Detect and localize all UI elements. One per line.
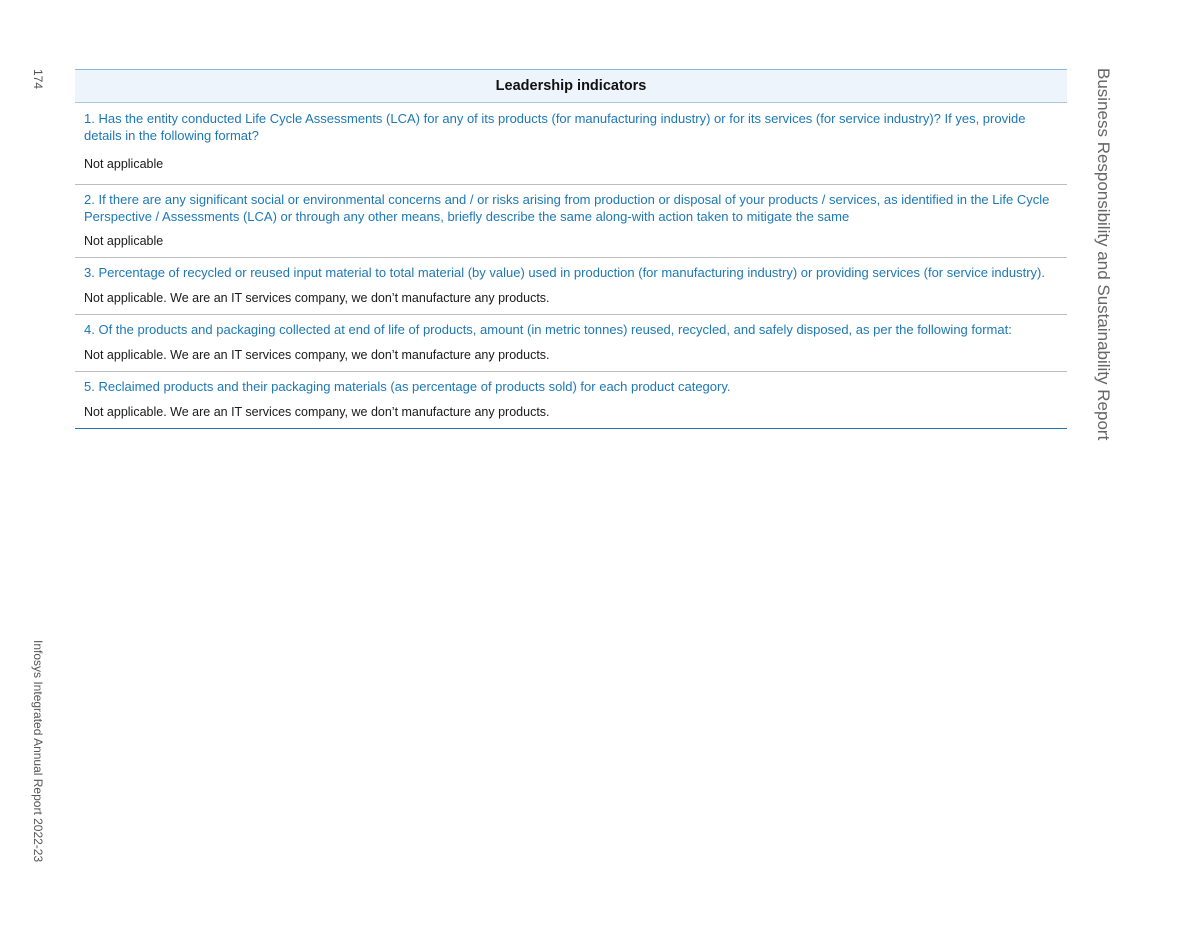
leadership-indicators-table (75, 69, 1067, 429)
indicator-answer: Not applicable (84, 157, 164, 171)
section-title: Business Responsibility and Sustainability Report (1094, 68, 1113, 441)
indicator-item (75, 258, 1067, 315)
indicator-item (75, 372, 1067, 428)
page-number: 174 (31, 69, 45, 90)
indicator-item (75, 103, 1067, 185)
indicator-answer: Not applicable. We are an IT services company, we don’t manufacture any products. (84, 290, 550, 305)
indicator-answer: Not applicable. We are an IT services company, we don’t manufacture any products. (84, 404, 550, 419)
indicator-question: 5. Reclaimed products and their packaging materials (as percentage of products sold) for each product category. (84, 379, 731, 394)
report-title: Infosys Integrated Annual Report 2022-23 (31, 640, 45, 863)
indicator-question: 3. Percentage of recycled or reused input material to total material (by value) used in production (for manufacturing industry) or providing services (for service industry). (84, 265, 1045, 280)
indicator-item (75, 185, 1067, 258)
indicator-item (75, 315, 1067, 372)
indicator-answer: Not applicable (84, 234, 164, 248)
table-heading: Leadership indicators (75, 70, 1067, 103)
indicator-answer: Not applicable. We are an IT services company, we don’t manufacture any products. (84, 347, 550, 362)
indicator-question: 1. Has the entity conducted Life Cycle Assessments (LCA) for any of its products (for manufacturing industry) or for its services (for service industry)? If yes, provide details in the following format? (84, 111, 1026, 143)
indicator-question: 4. Of the products and packaging collected at end of life of products, amount (in metric tonnes) reused, recycled, and safely disposed, as per the following format: (84, 322, 1012, 337)
indicator-question: 2. If there are any significant social or environmental concerns and / or risks arising from production or disposal of your products / services, as identified in the Life Cycle Perspective / Assessments (LCA) or through any other means, briefly describe the same along-with action taken to mitigate the same (84, 192, 1050, 224)
